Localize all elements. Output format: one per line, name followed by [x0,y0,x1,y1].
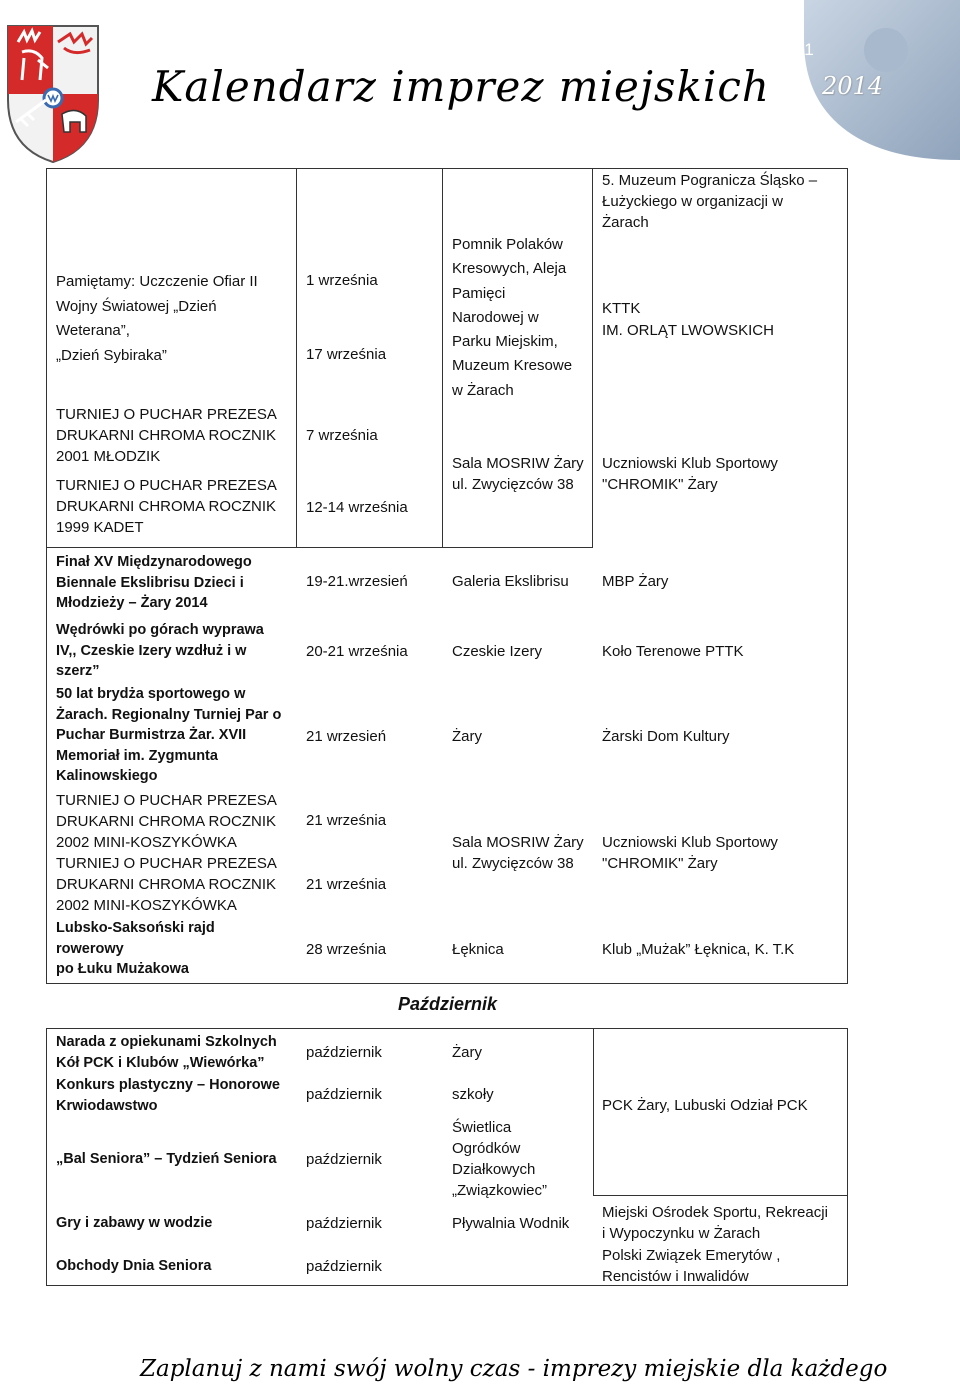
organizer-zdk: Żarski Dom Kultury [602,728,730,745]
footer-slogan: Zaplanuj z nami swój wolny czas - imprezy miejskie dla każdego [140,1356,888,1382]
place-czeskie-izery: Czeskie Izery [452,643,543,660]
organizer-pttk: Koło Terenowe PTTK [602,643,744,660]
place-galeria-ekslibrisu: Galeria Ekslibrisu [452,573,569,590]
organizer-uks-chromik: Uczniowski Klub Sportowy "CHROMIK" Żary [602,455,778,493]
date-21-wrzesnia-b: 21 września [306,876,387,893]
date-12-14-wrzesnia: 12-14 września [306,499,408,516]
event-narada-pck: Narada z opiekunami Szkolnych Kół PCK i Klubów „Wiewórka” [56,1034,277,1071]
date-21-wrzesien: 21 wrzesień [306,728,387,745]
event-rajd-rowerowy: Lubsko-Saksoński rajd rowerowy po Łuku Mużakowa [56,920,215,977]
date-pazdziernik-4: październik [306,1215,382,1232]
event-gry-w-wodzie: Gry i zabawy w wodzie [56,1215,213,1231]
organizer-muzeum-pogranicza: 5. Muzeum Pogranicza Śląsko – Łużyckiego w organizacji w Żarach [602,172,818,231]
event-dzien-seniora: Obchody Dnia Seniora [56,1258,212,1274]
date-pazdziernik-2: październik [306,1086,382,1103]
organizer-kttk: KTTK IM. ORLĄT LWOWSKICH [602,300,774,339]
event-pamietamy: Pamiętamy: Uczczenie Ofiar II Wojny Światowej „Dzień Weterana”, „Dzień Sybiraka” [56,273,258,364]
event-bal-seniora: „Bal Seniora” – Tydzień Seniora [56,1151,277,1167]
coat-of-arms-logo [4,22,102,164]
place-swietlica: Świetlica Ogródków Działkowych „Związkowiec” [452,1119,548,1199]
date-pazdziernik-5: październik [306,1258,382,1275]
october-divider [593,1195,848,1196]
date-7-wrzesnia: 7 września [306,427,378,444]
place-plywalnia: Pływalnia Wodnik [452,1215,570,1232]
place-zary-oct: Żary [452,1044,482,1061]
place-sala-mosriw-2: Sala MOSRIW Żary ul. Zwycięzców 38 [452,834,584,872]
page-number: 11 [796,40,814,59]
place-pomnik-polakow: Pomnik Polaków Kresowych, Aleja Pamięci Narodowej w Parku Miejskim, Muzeum Kresowe w Żarach [452,236,573,399]
date-21-wrzesnia-a: 21 września [306,812,387,829]
date-17-wrzesnia: 17 września [306,346,387,363]
place-leknica: Łęknica [452,941,504,958]
event-wedrowki: Wędrówki po górach wyprawa IV,, Czeskie Izery wzdłuż i w szerz” [56,622,264,679]
event-brydz: 50 lat brydża sportowego w Żarach. Regionalny Turniej Par o Puchar Burmistrza Żar. XVII Memoriał im. Zygmunta Kalinowskiego [56,686,282,784]
organizer-mbp: MBP Żary [602,573,669,590]
organizer-klub-muzak: Klub „Mużak” Łęknica, K. T.K [602,941,795,958]
event-final-biennale: Finał XV Międzynarodowego Biennale Ekslibrisu Dzieci i Młodzieży – Żary 2014 [56,554,252,611]
month-heading-october: Październik [398,994,498,1014]
date-pazdziernik-3: październik [306,1151,382,1168]
organizer-mosir: Miejski Ośrodek Sportu, Rekreacji i Wypoczynku w Żarach [602,1204,828,1242]
date-28-wrzesnia: 28 września [306,941,387,958]
place-szkoly: szkoły [452,1086,494,1103]
date-1-wrzesnia: 1 września [306,272,378,289]
event-turniej-2001: TURNIEJ O PUCHAR PREZESA DRUKARNI CHROMA ROCZNIK 2001 MŁODZIK [56,406,277,465]
year-label: 2014 [822,72,884,100]
page-title: Kalendarz imprez miejskich [152,62,770,111]
organizer-pck: PCK Żary, Lubuski Odział PCK [602,1097,808,1114]
organizer-pzeri: Polski Związek Emerytów , Rencistów i Inwalidów [602,1247,781,1285]
event-turniej-2002-a: TURNIEJ O PUCHAR PREZESA DRUKARNI CHROMA ROCZNIK 2002 MINI-KOSZYKÓWKA [56,792,277,851]
date-20-21-wrzesnia: 20-21 września [306,643,408,660]
event-konkurs-plastyczny: Konkurs plastyczny – Honorowe Krwiodawstwo [56,1077,280,1114]
date-19-21-wrzesien: 19-21.wrzesień [306,573,408,590]
place-sala-mosriw: Sala MOSRIW Żary ul. Zwycięzców 38 [452,455,584,493]
date-pazdziernik-1: październik [306,1044,382,1061]
event-turniej-2002-b: TURNIEJ O PUCHAR PREZESA DRUKARNI CHROMA ROCZNIK 2002 MINI-KOSZYKÓWKA [56,855,277,914]
event-turniej-1999: TURNIEJ O PUCHAR PREZESA DRUKARNI CHROMA ROCZNIK 1999 KADET [56,477,277,536]
organizer-uks-chromik-2: Uczniowski Klub Sportowy "CHROMIK" Żary [602,834,778,872]
place-zary: Żary [452,728,482,745]
